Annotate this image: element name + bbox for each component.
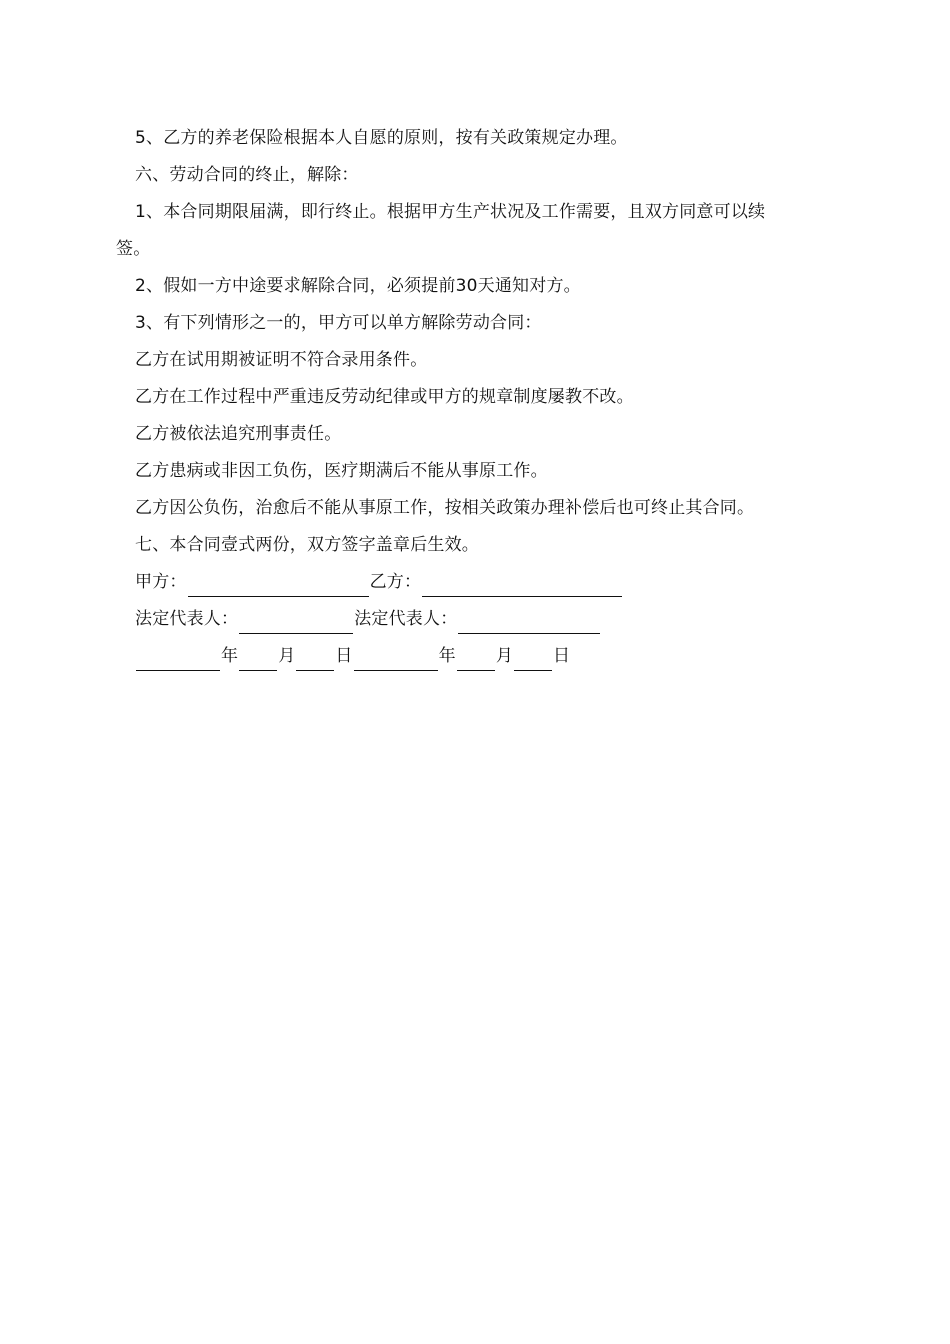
date-b-day-field[interactable] [514, 650, 552, 671]
date-b-month-label: 月 [495, 646, 514, 666]
rep-b-signature-field[interactable] [458, 613, 600, 634]
rep-b-label: 法定代表人： [354, 609, 458, 629]
clause-1-term-expiry-continued: 签。 [116, 239, 151, 259]
date-a-year-field[interactable] [136, 650, 220, 671]
rep-a-label: 法定代表人： [135, 609, 239, 629]
date-b-month-field[interactable] [457, 650, 495, 671]
condition-probation: 乙方在试用期被证明不符合录用条件。 [135, 350, 428, 370]
date-b-day-label: 日 [553, 646, 571, 666]
representative-signature-row [116, 601, 836, 638]
condition-criminal: 乙方被依法追究刑事责任。 [135, 424, 342, 444]
date-a-day-field[interactable] [296, 650, 334, 671]
party-b-label: 乙方： [369, 572, 422, 592]
party-a-label: 甲方： [135, 572, 187, 592]
rep-a-signature-field[interactable] [239, 613, 353, 634]
condition-illness: 乙方患病或非因工负伤，医疗期满后不能从事原工作。 [135, 461, 548, 481]
party-signature-row [116, 564, 836, 601]
date-a-month-field[interactable] [239, 650, 277, 671]
date-b-year-label: 年 [438, 646, 456, 666]
clause-2-notice: 2、假如一方中途要求解除合同，必须提前30天通知对方。 [135, 276, 581, 296]
date-a-day-label: 日 [335, 646, 353, 666]
clause-3-unilateral: 3、有下列情形之一的，甲方可以单方解除劳动合同： [135, 313, 542, 333]
section-7-effect: 七、本合同壹式两份，双方签字盖章后生效。 [135, 535, 479, 555]
condition-work-injury: 乙方因公负伤，治愈后不能从事原工作，按相关政策办理补偿后也可终止其合同。 [135, 498, 755, 518]
party-a-signature-field[interactable] [188, 576, 369, 597]
clause-1-term-expiry: 1、本合同期限届满，即行终止。根据甲方生产状况及工作需要，且双方同意可以续 [135, 202, 766, 222]
party-b-signature-field[interactable] [422, 576, 622, 597]
document-body [116, 120, 836, 675]
date-b-year-field[interactable] [354, 650, 438, 671]
condition-violation: 乙方在工作过程中严重违反劳动纪律或甲方的规章制度屡教不改。 [135, 387, 634, 407]
date-a-month-label: 月 [278, 646, 296, 666]
section-6-heading: 六、劳动合同的终止，解除： [135, 165, 359, 185]
date-row [116, 638, 836, 675]
date-a-year-label: 年 [221, 646, 239, 666]
clause-5-pension: 5、乙方的养老保险根据本人自愿的原则，按有关政策规定办理。 [135, 128, 628, 148]
